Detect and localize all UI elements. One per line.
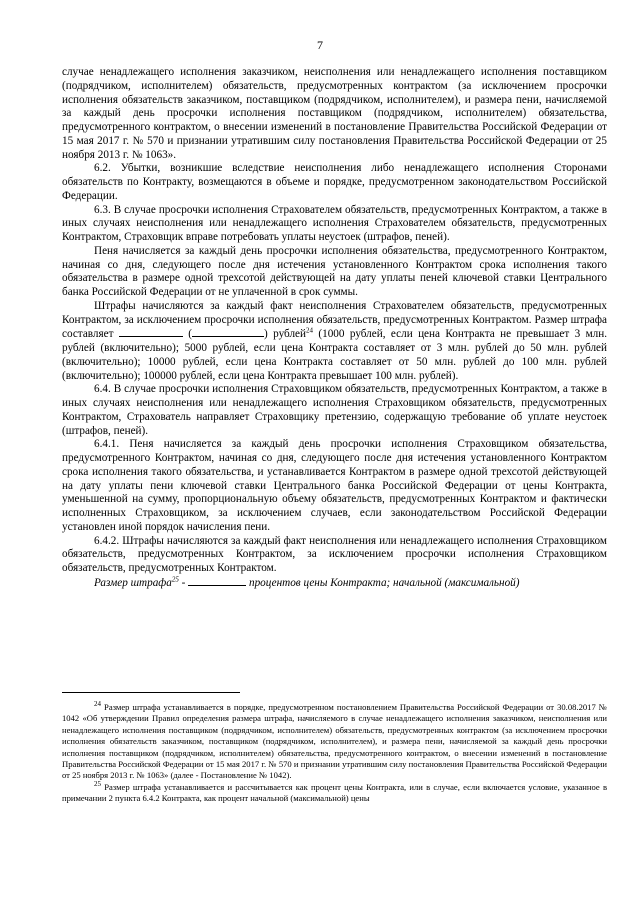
footnote-separator	[62, 692, 240, 693]
fine-amount-words-blank[interactable]	[192, 327, 264, 337]
footnote-24-text: Размер штрафа устанавливается в порядке, предусмотренном постановлением Правительства Российской Федерации от 30.08.2017 № 1042 «Об утверждении Правил определения размера штрафа, начисляемого в случае ненадлежащего исполнения заказчиком, неисполнения или ненадлежащего исполнения поставщиком (подрядчиком, исполнителем) обязательств, предусмотренных контрактом (за исключением просрочки исполнения обязательств заказчиком, поставщиком (подрядчиком, исполнителем), и размера пени, начисляемой за каждый день просрочки исполнения поставщиком (подрядчиком, исполнителем) обязательства, предусмотренного контрактом, о внесении изменений в постановление Правительства Российской Федерации от 15 мая 2017 г. № 570 и признании утратившим силу постановления Правительства Российской Федерации от 25 ноября 2013 г. № 1063» (далее - Постановление № 1042).	[62, 702, 607, 781]
open-paren: (	[188, 328, 193, 341]
footnote-number-24: 24	[94, 700, 101, 709]
footnote-24	[62, 702, 607, 782]
footnote-ref-25[interactable]: 25	[171, 575, 179, 584]
footnote-ref-24[interactable]: 24	[306, 326, 313, 335]
document-body	[62, 66, 607, 591]
rubles-label: рублей	[273, 328, 306, 341]
paragraph-6-4: 6.4. В случае просрочки исполнения Страховщиком обязательств, предусмотренных Контрактом, а также в иных случаях неисполнения или ненадлежащего исполнения Страховщиком обязательств, предусмотренных Контрактом, Страхователь направляет Страховщику претензию, содержащую требование об уплате неустоек (штрафов, пеней).	[62, 383, 607, 437]
fine-size-dash: -	[178, 576, 189, 589]
paragraph-continuation: случае ненадлежащего исполнения заказчиком, неисполнения или ненадлежащего исполнения поставщиком (подрядчиком, исполнителем) обязательств, предусмотренных контрактом (за исключением просрочки исполнения обязательств заказчиком, поставщиком (подрядчиком, исполнителем), и размера пени, начисляемой за каждый день просрочки исполнения поставщиком (подрядчиком, исполнителем) обязательства, предусмотренного контрактом, о внесении изменений в постановление Правительства Российской Федерации от 15 мая 2017 г. № 570 и признании утратившим силу постановления Правительства Российской Федерации от 25 ноября 2013 г. № 1063».	[62, 66, 607, 161]
close-paren: )	[264, 328, 268, 341]
paragraph-fine-size	[62, 576, 607, 591]
paragraph-6-3: 6.3. В случае просрочки исполнения Страхователем обязательств, предусмотренных Контрактом, а также в иных случаях неисполнения или ненадлежащего исполнения Страхователем обязательств, предусмотренных Контрактом, Страховщик вправе потребовать уплаты неустоек (штрафов, пеней).	[62, 203, 607, 243]
footnotes	[62, 702, 607, 805]
fine-amount-blank[interactable]	[119, 327, 183, 337]
fine-percent-blank[interactable]	[188, 576, 246, 586]
paragraph-6-4-2: 6.4.2. Штрафы начисляются за каждый факт неисполнения или ненадлежащего исполнения Страховщиком обязательств, предусмотренных Контрактом, за исключением просрочки исполнения Страховщиком обязательств, предусмотренных Контрактом.	[62, 534, 607, 574]
footnote-25-text: Размер штрафа устанавливается и рассчитывается как процент цены Контракта, или в случае, если включается условие, указанное в примечании 2 пункта 6.4.2 Контракта, как процент начальной (максимальной) цены	[62, 781, 607, 804]
fine-size-label: Размер штрафа	[94, 576, 172, 589]
fines-text-b: (1000 рублей, если цена Контракта не превышает 3 млн. рублей (включительно); 5000 рублей, если цена Контракта составляет от 3 млн. рублей до 50 млн. рублей (включительно); 10000 рублей, если цена Контракта составляет от 50 млн. рублей до 100 млн. рублей (включительно); 100000 рублей, если цена Контракта превышает 100 млн. рублей).	[62, 328, 608, 382]
page-number: 7	[317, 38, 323, 52]
paragraph-6-4-1: 6.4.1. Пеня начисляется за каждый день просрочки исполнения Страховщиком обязательства, предусмотренного Контрактом, начиная со дня, следующего после дня истечения установленного Контрактом срока исполнения такого обязательства, и устанавливается Контрактом в размере одной трехсотой действующей на дату уплаты пени ключевой ставки Центрального банка Российской Федерации от цены Контракта, уменьшенной на сумму, пропорциональную объему обязательств, предусмотренных Контрактом и фактически исполненных Страховщиком, за исключением случаев, если законодательством Российской Федерации установлен иной порядок начисления пени.	[62, 438, 607, 533]
paragraph-fines-insured	[62, 300, 607, 384]
fines-text-a: Штрафы начисляются за каждый факт неисполнения Страхователем обязательств, предусмотренных Контрактом, за исключением просрочки исполнения обязательств, предусмотренных Контрактом. Размер штрафа составляет	[62, 299, 607, 341]
footnote-25	[62, 779, 607, 805]
paragraph-penalty-insurer: Пеня начисляется за каждый день просрочки исполнения обязательства, предусмотренного Контрактом, начиная со дня, следующего после дня истечения установленного Контрактом срока исполнения такого обязательства в размере одной трехсотой действующей на дату уплаты пеней ключевой ставки Центрального банка Российской Федерации от не уплаченной в срок суммы.	[62, 244, 607, 298]
fine-size-text: процентов цены Контракта; начальной (максимальной)	[246, 576, 520, 589]
footnote-number-25: 25	[94, 779, 101, 788]
paragraph-6-2: 6.2. Убытки, возникшие вследствие неисполнения либо ненадлежащего исполнения Сторонами обязательств по Контракту, возмещаются в объеме и порядке, предусмотренном законодательством Российской Федерации.	[62, 162, 607, 202]
